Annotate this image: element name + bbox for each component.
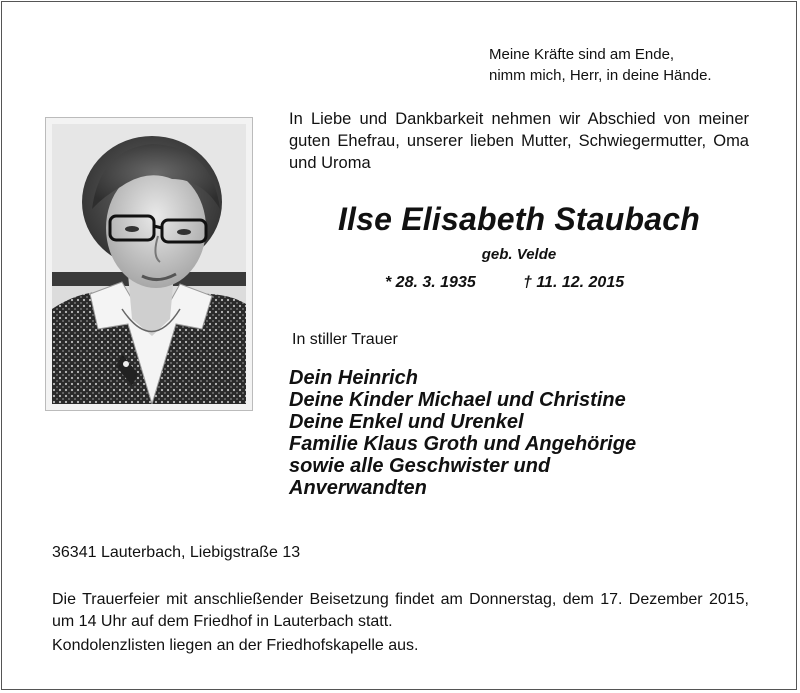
signer-line: Dein Heinrich [289, 367, 418, 389]
condolence-notice: Kondolenzlisten liegen an der Friedhofskapelle aus. [52, 637, 419, 654]
verse [489, 44, 712, 86]
signers-list [289, 367, 636, 499]
signer-line: Deine Kinder Michael und Christine [289, 389, 626, 411]
deceased-name: Ilse Elisabeth Staubach [337, 201, 701, 237]
signer-line: Deine Enkel und Urenkel [289, 411, 524, 433]
family-address: 36341 Lauterbach, Liebigstraße 13 [52, 544, 301, 561]
funeral-notice: Die Trauerfeier mit anschließender Beisetzung findet am Donnerstag, dem 17. Dezember 2015, um 14 Uhr auf dem Friedhof in Lauterbach statt. [52, 591, 749, 630]
verse-line-1: Meine Kräfte sind am Ende, [489, 46, 675, 63]
signer-line: sowie alle Geschwister und [289, 455, 551, 477]
signer-line: Anverwandten [289, 477, 427, 499]
signer-line: Familie Klaus Groth und Angehörige [289, 433, 637, 455]
verse-line-2: nimm mich, Herr, in deine Hände. [489, 67, 712, 84]
portrait-frame [45, 117, 253, 411]
maiden-name: geb. Velde [481, 246, 557, 263]
portrait-photo [52, 124, 246, 404]
intro-text: In Liebe und Dankbarkeit nehmen wir Abschied von meiner guten Ehefrau, unserer lieben Mutter, Schwiegermutter, Oma und Uroma [289, 110, 749, 172]
mourning-phrase: In stiller Trauer [292, 331, 398, 348]
death-date: † 11. 12. 2015 [523, 274, 625, 291]
birth-date: * 28. 3. 1935 [385, 274, 476, 291]
